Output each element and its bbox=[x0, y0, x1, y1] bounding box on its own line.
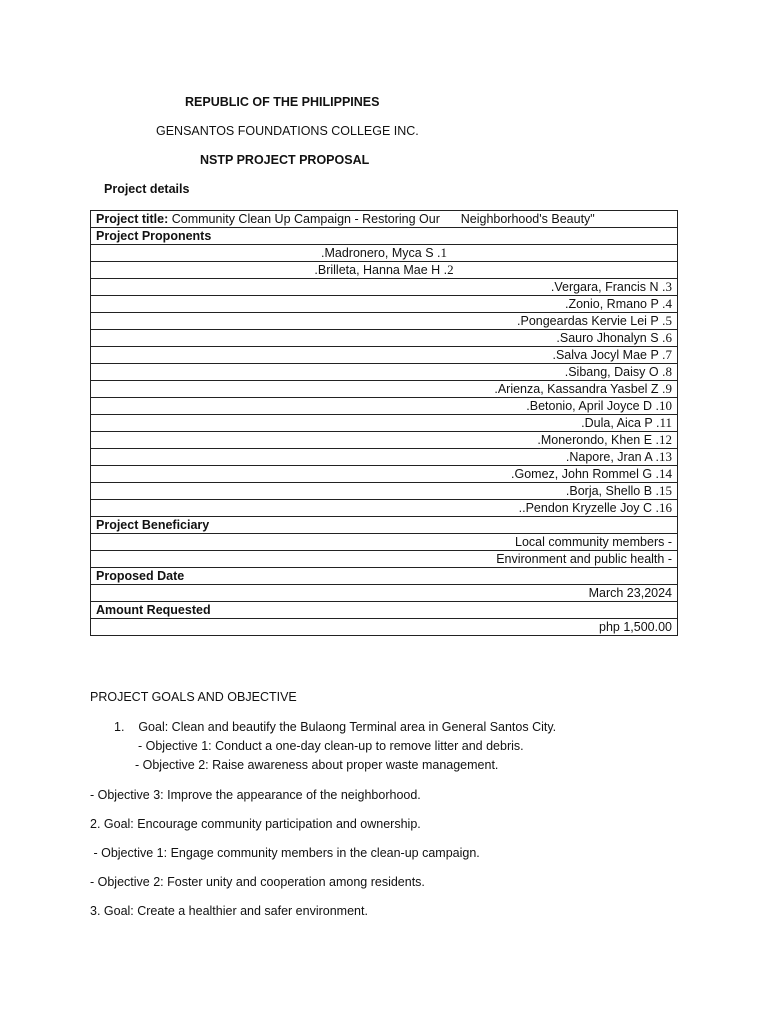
proponent-name: .Betonio, April Joyce D . bbox=[526, 399, 659, 413]
proponent-name: .Monerondo, Khen E . bbox=[537, 433, 659, 447]
proponent-cell bbox=[91, 432, 678, 449]
proponent-number: 5 bbox=[665, 313, 672, 328]
table-row bbox=[91, 517, 678, 534]
proponent-number: 2 bbox=[447, 262, 454, 277]
proponent-number: 7 bbox=[665, 347, 672, 362]
proponent-row bbox=[91, 432, 678, 449]
proponent-row bbox=[91, 364, 678, 381]
table-row bbox=[91, 619, 678, 636]
proponent-name: ..Pendon Kryzelle Joy C . bbox=[518, 501, 659, 515]
proponent-number: 11 bbox=[659, 415, 672, 430]
proponent-name: .Brilleta, Hanna Mae H . bbox=[314, 263, 448, 277]
proponent-number: 12 bbox=[659, 432, 672, 447]
proponent-name: .Vergara, Francis N . bbox=[550, 280, 666, 294]
proponent-row bbox=[91, 313, 678, 330]
proponent-row bbox=[91, 500, 678, 517]
amount-requested-label: Amount Requested bbox=[91, 602, 678, 619]
proponent-name: .Pongeardas Kervie Lei P . bbox=[517, 314, 666, 328]
objective-line: - Objective 1: Conduct a one-day clean-up to remove litter and debris. bbox=[138, 739, 524, 753]
proponent-name: .Sibang, Daisy O . bbox=[564, 365, 666, 379]
goal-line: 2. Goal: Encourage community participation and ownership. bbox=[90, 817, 421, 831]
beneficiary-row bbox=[91, 551, 678, 568]
objective-line: - Objective 2: Raise awareness about proper waste management. bbox=[135, 758, 499, 772]
proponent-cell bbox=[91, 279, 678, 296]
proponent-name: .Salva Jocyl Mae P . bbox=[552, 348, 666, 362]
proponent-row bbox=[91, 466, 678, 483]
proponent-name: .Borja, Shello B . bbox=[565, 484, 659, 498]
proponent-row bbox=[91, 347, 678, 364]
objective-line: - Objective 1: Engage community members in the clean-up campaign. bbox=[90, 846, 480, 860]
proponent-cell bbox=[91, 330, 678, 347]
proponent-row bbox=[91, 330, 678, 347]
proponent-number: 6 bbox=[665, 330, 672, 345]
proponent-number: 8 bbox=[665, 364, 672, 379]
proponents-label: Project Proponents bbox=[91, 228, 678, 245]
proponent-name: .Gomez, John Rommel G . bbox=[511, 467, 659, 481]
document-title: NSTP PROJECT PROPOSAL bbox=[200, 153, 370, 167]
proponent-cell bbox=[91, 313, 678, 330]
proponent-row bbox=[91, 262, 678, 279]
proponent-row bbox=[91, 296, 678, 313]
proponent-row bbox=[91, 449, 678, 466]
proponent-name: .Dula, Aica P . bbox=[581, 416, 660, 430]
section-heading: Project details bbox=[104, 182, 190, 196]
beneficiary-row bbox=[91, 534, 678, 551]
proponent-cell bbox=[91, 415, 678, 432]
proponent-row bbox=[91, 381, 678, 398]
objective-line: - Objective 2: Foster unity and cooperation among residents. bbox=[90, 875, 425, 889]
beneficiary-cell: Local community members - bbox=[91, 534, 678, 551]
beneficiary-label: Project Beneficiary bbox=[91, 517, 678, 534]
proponent-name: .Madronero, Myca S . bbox=[321, 246, 441, 260]
country-heading: REPUBLIC OF THE PHILIPPINES bbox=[185, 95, 380, 109]
table-row bbox=[91, 211, 678, 228]
proponent-cell bbox=[91, 347, 678, 364]
school-heading: GENSANTOS FOUNDATIONS COLLEGE INC. bbox=[156, 124, 419, 138]
proponent-number: 16 bbox=[659, 500, 672, 515]
project-details-table bbox=[90, 210, 678, 636]
proponent-name: .Zonio, Rmano P . bbox=[564, 297, 666, 311]
proponent-name: .Arienza, Kassandra Yasbel Z . bbox=[494, 382, 666, 396]
proponent-cell bbox=[91, 364, 678, 381]
proponent-cell bbox=[91, 466, 678, 483]
proponent-number: 15 bbox=[659, 483, 672, 498]
proponent-row bbox=[91, 483, 678, 500]
proponent-number: 14 bbox=[659, 466, 672, 481]
proponent-cell bbox=[91, 381, 678, 398]
proponent-row bbox=[91, 245, 678, 262]
project-title-cell bbox=[91, 211, 678, 228]
proponent-cell bbox=[91, 483, 678, 500]
proposed-date-label: Proposed Date bbox=[91, 568, 678, 585]
beneficiary-cell: Environment and public health - bbox=[91, 551, 678, 568]
proponent-cell bbox=[91, 449, 678, 466]
proponent-number: 4 bbox=[665, 296, 672, 311]
proponent-cell bbox=[91, 500, 678, 517]
proponent-cell bbox=[91, 262, 678, 279]
proponent-cell bbox=[91, 296, 678, 313]
table-row bbox=[91, 602, 678, 619]
goals-heading: PROJECT GOALS AND OBJECTIVE bbox=[90, 690, 297, 704]
amount-requested-value: php 1,500.00 bbox=[91, 619, 678, 636]
proposed-date-value: March 23,2024 bbox=[91, 585, 678, 602]
proponent-row bbox=[91, 279, 678, 296]
proponent-row bbox=[91, 398, 678, 415]
table-row bbox=[91, 568, 678, 585]
proponent-number: 10 bbox=[659, 398, 672, 413]
proponent-number: 3 bbox=[665, 279, 672, 294]
proponent-number: 13 bbox=[659, 449, 672, 464]
objective-line: - Objective 3: Improve the appearance of the neighborhood. bbox=[90, 788, 421, 802]
project-title-value: Community Clean Up Campaign - Restoring Our Neighborhood's Beauty" bbox=[171, 212, 595, 226]
table-row bbox=[91, 228, 678, 245]
table-row bbox=[91, 585, 678, 602]
project-title-label: Project title: bbox=[96, 212, 169, 226]
proponent-cell bbox=[91, 245, 678, 262]
proponent-row bbox=[91, 415, 678, 432]
goal-line: 1. Goal: Clean and beautify the Bulaong Terminal area in General Santos City. bbox=[114, 720, 557, 734]
proponent-name: .Napore, Jran A . bbox=[565, 450, 659, 464]
proponent-number: 9 bbox=[665, 381, 672, 396]
goal-line: 3. Goal: Create a healthier and safer environment. bbox=[90, 904, 368, 918]
proponent-number: 1 bbox=[440, 245, 447, 260]
proponent-name: .Sauro Jhonalyn S . bbox=[556, 331, 666, 345]
proponent-cell bbox=[91, 398, 678, 415]
